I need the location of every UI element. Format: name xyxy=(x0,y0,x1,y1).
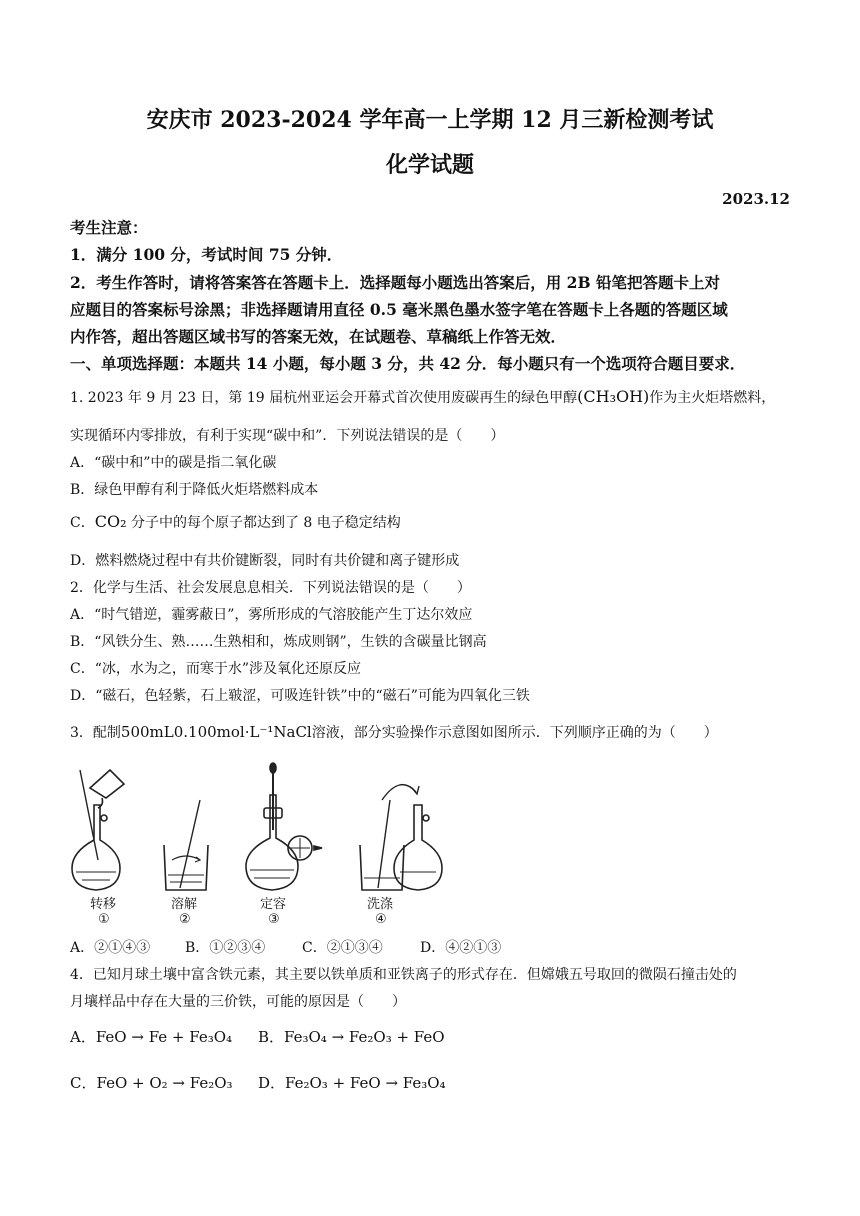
exam-subtitle: 化学试题 xyxy=(385,152,474,178)
figure-num-1: ① xyxy=(98,912,110,925)
q2-option-a: A．“时气错逆，霾雾蔽日”，雾所形成的气溶胶能产生丁达尔效应 xyxy=(70,607,473,623)
q3-stem-text-cont: 溶液，部分实验操作示意图如图所示．下列顺序正确的为（ ） xyxy=(311,725,718,741)
constant-volume-figure xyxy=(246,763,322,890)
q2-option-c: C．“冰，水为之，而寒于水”涉及氧化还原反应 xyxy=(70,661,362,677)
notice-item-1: 1．满分 100 分，考试时间 75 分钟． xyxy=(70,245,343,264)
q1-stem-text-cont: 作为主火炬塔燃料， xyxy=(649,390,776,406)
figure-label-transfer: 转移 xyxy=(90,897,117,912)
q1-option-d: D．燃料燃烧过程中有共价键断裂，同时有共价键和离子键形成 xyxy=(70,553,460,569)
figure-num-4: ④ xyxy=(375,912,387,925)
q4-stem-line2: 月壤样品中存在大量的三价铁，可能的原因是（ ） xyxy=(70,994,406,1010)
q2-stem: 2．化学与生活、社会发展息息相关．下列说法错误的是（ ） xyxy=(70,580,471,596)
exam-date: 2023.12 xyxy=(722,190,790,208)
q1-stem-text: 1. 2023 年 9 月 23 日，第 19 届杭州亚运会开幕式首次使用废碳再生的绿色甲醇 xyxy=(70,390,578,406)
q3-stem-text: 3．配制 xyxy=(70,725,121,741)
q3-option-d: D．④②①③ xyxy=(420,940,502,956)
notice-item-2-line3: 内作答，超出答题区域书写的答案无效，在试题卷、草稿纸上作答无效． xyxy=(70,327,567,346)
q1-formula: (CH₃OH) xyxy=(577,387,650,406)
q4-option-a: A．FeO → Fe + Fe₃O₄ xyxy=(70,1028,233,1046)
q1-option-c-prefix: C． xyxy=(70,515,95,531)
figure-label-constant-volume: 定容 xyxy=(260,897,287,912)
q4-option-b: B．Fe₃O₄ → Fe₂O₃ + FeO xyxy=(258,1028,445,1046)
transfer-figure xyxy=(72,770,124,890)
dissolve-figure xyxy=(164,800,208,890)
q3-stem xyxy=(70,722,718,742)
q4-stem-line1: 4．已知月球土壤中富含铁元素，其主要以铁单质和亚铁离子的形式存在．但嫦娥五号取回的微陨石撞击处的 xyxy=(70,967,737,983)
notice-item-2-line2: 应题目的答案标号涂黑；非选择题请用直径 0.5 毫米黑色墨水签字笔在答题卡上各题的答题区域 xyxy=(70,300,728,319)
exam-title: 安庆市 2023-2024 学年高一上学期 12 月三新检测考试 xyxy=(146,107,714,133)
figure-label-washing: 洗涤 xyxy=(367,897,394,912)
q1-option-a: A．“碳中和”中的碳是指二氧化碳 xyxy=(70,455,277,471)
q4-option-d: D．Fe₂O₃ + FeO → Fe₃O₄ xyxy=(258,1074,446,1092)
q3-formula: 500mL0.100mol·L⁻¹NaCl xyxy=(120,723,312,741)
q1-stem-line2: 实现循环内零排放，有利于实现“碳中和”．下列说法错误的是（ ） xyxy=(70,428,505,444)
q3-option-b: B．①②③④ xyxy=(185,940,266,956)
q3-option-c: C．②①③④ xyxy=(302,940,383,956)
washing-figure xyxy=(360,785,442,890)
notice-item-2-line1: 2．考生作答时，请将答案答在答题卡上．选择题每小题选出答案后，用 2B 铅笔把答题卡上对 xyxy=(70,273,720,292)
q2-option-b: B．“风铁分生、熟……生熟相和，炼成则钢”，生铁的含碳量比钢高 xyxy=(70,634,487,650)
q3-lab-figure xyxy=(60,760,460,925)
q4-option-c: C．FeO + O₂ → Fe₂O₃ xyxy=(70,1074,233,1092)
q2-option-d: D．“磁石，色轻紫，石上皲涩，可吸连针铁”中的“磁石”可能为四氧化三铁 xyxy=(70,688,530,704)
section-1-heading: 一、单项选择题：本题共 14 小题，每小题 3 分，共 42 分．每小题只有一个选项符合题目要求． xyxy=(70,354,746,373)
q1-option-c-text: 分子中的每个原子都达到了 8 电子稳定结构 xyxy=(126,515,401,531)
figure-num-3: ③ xyxy=(268,912,280,925)
q1-option-c xyxy=(70,512,401,532)
q1-option-c-formula: CO₂ xyxy=(94,512,127,531)
figure-num-2: ② xyxy=(179,912,191,925)
q3-option-a: A．②①④③ xyxy=(70,940,151,956)
notice-heading: 考生注意： xyxy=(70,218,148,237)
figure-label-dissolve: 溶解 xyxy=(171,897,198,912)
q1-stem-line1 xyxy=(70,387,775,407)
q1-option-b: B．绿色甲醇有利于降低火炬塔燃料成本 xyxy=(70,482,319,498)
